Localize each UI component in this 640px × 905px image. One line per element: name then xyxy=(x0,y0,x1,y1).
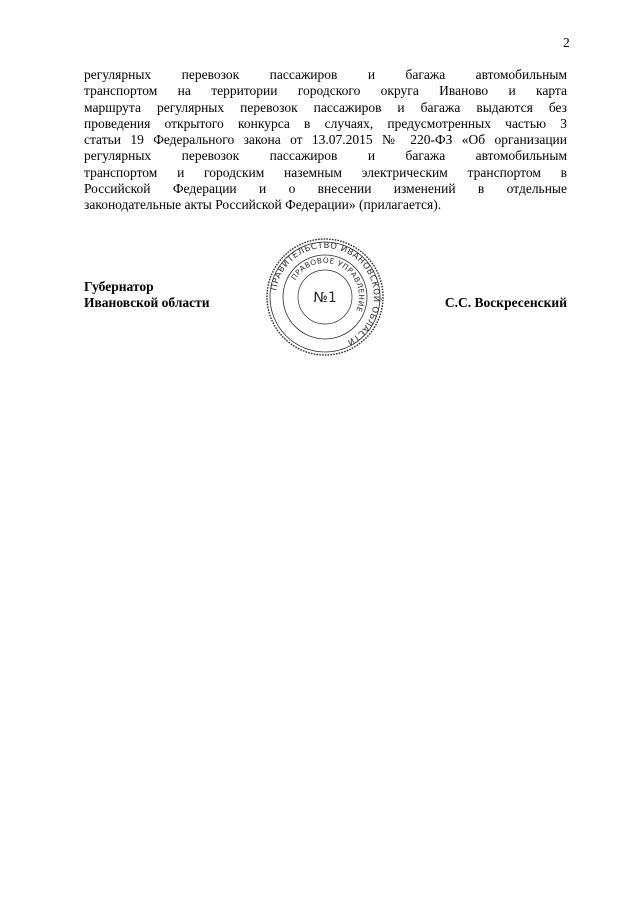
seal-inner-text: ПРАВОВОЕ УПРАВЛЕНИЕ xyxy=(289,255,367,314)
body-line: законодательные акты Российской Федерации» (прилагается). xyxy=(84,197,442,213)
body-line: маршрута регулярных перевозок пассажиров и багажа выдаются без xyxy=(84,99,567,115)
page-number: 2 xyxy=(563,35,570,50)
seal-ring-text: ПРАВИТЕЛЬСТВО ИВАНОВСКОЙ ОБЛАСТИ xyxy=(268,239,383,349)
body-paragraph xyxy=(84,67,567,214)
signer-title-line1: Губернатор xyxy=(84,279,154,294)
official-seal xyxy=(265,237,385,357)
body-line: статьи 19 Федерального закона от 13.07.2015 № 220-ФЗ «Об организации xyxy=(84,132,567,148)
signer-title-line2: Ивановской области xyxy=(84,295,210,311)
signer-name: С.С. Воскресенский xyxy=(444,295,567,310)
seal-number: №1 xyxy=(313,290,337,306)
body-line: регулярных перевозок пассажиров и багажа автомобильным xyxy=(84,148,567,164)
body-line: Российской Федерации и о внесении изменений в отдельные xyxy=(84,181,567,197)
body-line: проведения открытого конкурса в случаях, предусмотренных частью 3 xyxy=(84,115,567,131)
signer-title xyxy=(84,279,210,312)
body-line: регулярных перевозок пассажиров и багажа автомобильным xyxy=(84,67,567,82)
body-line: транспортом на территории городского округа Иваново и карта xyxy=(84,83,567,99)
body-line: транспортом и городским наземным электрическим транспортом в xyxy=(84,164,567,180)
